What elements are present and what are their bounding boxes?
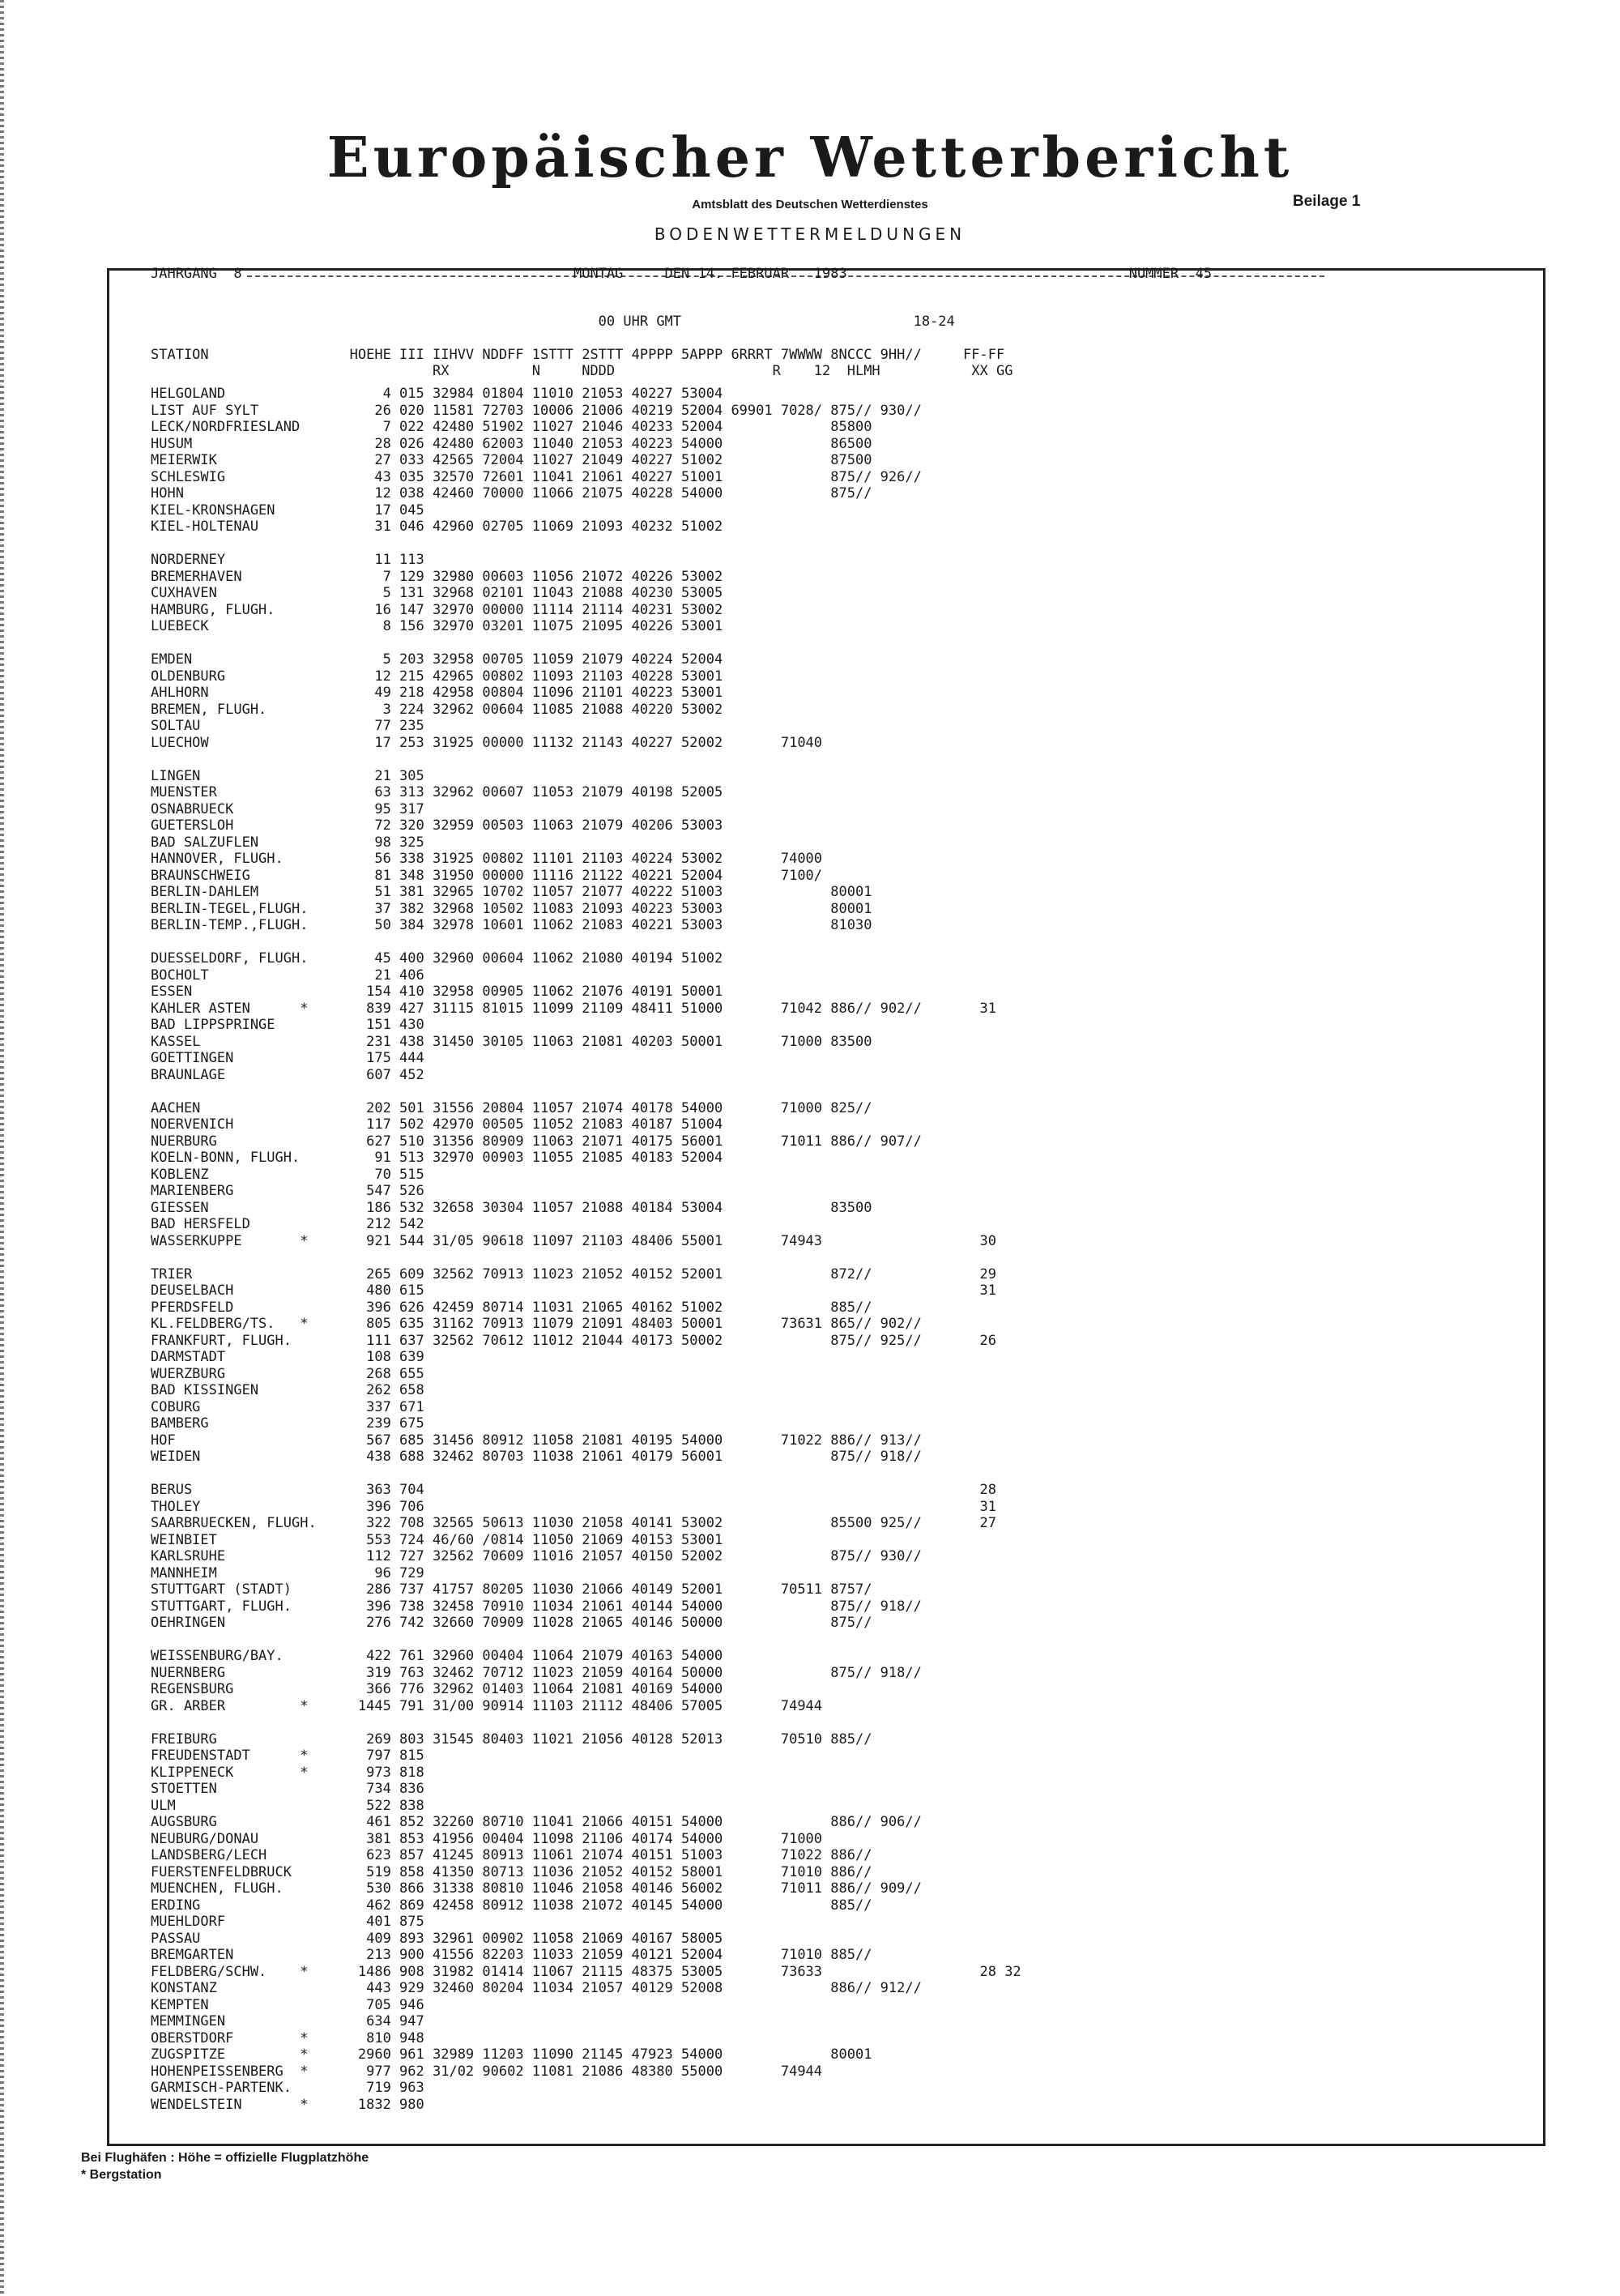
station-row: KOELN-BONN, FLUGH. 91 513 32970 00903 11055 21085 40183 52004: [151, 1150, 723, 1166]
station-row: WEISSENBURG/BAY. 422 761 32960 00404 11064 21079 40163 54000: [151, 1648, 723, 1664]
station-row: AHLHORN 49 218 42958 00804 11096 21101 40223 53001: [151, 685, 723, 701]
station-row: NORDERNEY 11 113: [151, 552, 424, 568]
station-row: HELGOLAND 4 015 32984 01804 11010 21053 40227 53004: [151, 386, 723, 402]
station-row: BERLIN-TEMP.,FLUGH. 50 384 32978 10601 11062 21083 40221 53003 81030: [151, 917, 872, 933]
station-row: KONSTANZ 443 929 32460 80204 11034 21057 40129 52008 886// 912//: [151, 1980, 922, 1996]
station-table: [151, 386, 1021, 2113]
column-header-row-1: STATION HOEHE III IIHVV NDDFF 1STTT 2STTT 4PPPP 5APPP 6RRRT 7WWWW 8NCCC 9HH// FF-FF: [151, 346, 1005, 363]
station-row: OEHRINGEN 276 742 32660 70909 11028 21065 40146 50000 875//: [151, 1615, 872, 1631]
station-row: KAHLER ASTEN * 839 427 31115 81015 11099 21109 48411 51000 71042 886// 902// 31: [151, 1000, 996, 1017]
station-row: DARMSTADT 108 639: [151, 1349, 424, 1365]
station-row: THOLEY 396 706 31: [151, 1498, 996, 1515]
station-row: MEIERWIK 27 033 42565 72004 11027 21049 40227 51002 87500: [151, 452, 872, 468]
station-row: ESSEN 154 410 32958 00905 11062 21076 40191 50001: [151, 984, 723, 1000]
station-row: WEINBIET 553 724 46/60 /0814 11050 21069 40153 53001: [151, 1531, 723, 1548]
footnote-mountain: * Bergstation: [81, 2168, 162, 2182]
column-header: [151, 314, 1013, 380]
section-heading: BODENWETTERMELDUNGEN: [654, 224, 966, 244]
station-row: MEMMINGEN 634 947: [151, 2013, 424, 2029]
station-row: SCHLESWIG 43 035 32570 72601 11041 21061 40227 51001 875// 926//: [151, 468, 922, 485]
station-row: MARIENBERG 547 526: [151, 1183, 424, 1199]
station-row: PASSAU 409 893 32961 00902 11058 21069 40167 58005: [151, 1930, 723, 1947]
station-row: LUEBECK 8 156 32970 03201 11075 21095 40226 53001: [151, 618, 723, 634]
station-row: GIESSEN 186 532 32658 30304 11057 21088 40184 53004 83500: [151, 1199, 872, 1216]
page-edge: [0, 0, 4, 2296]
station-row: STOETTEN 734 836: [151, 1781, 424, 1797]
station-row: FREUDENSTADT * 797 815: [151, 1748, 424, 1764]
spacer-row: [151, 1466, 1021, 1483]
station-row: HOHN 12 038 42460 70000 11066 21075 40228 54000 875//: [151, 485, 872, 501]
station-row: FELDBERG/SCHW. * 1486 908 31982 01414 11067 21115 48375 53005 73633 28 32: [151, 1963, 1021, 1980]
station-row: NUERBURG 627 510 31356 80909 11063 21071 40175 56001 71011 886// 907//: [151, 1133, 922, 1150]
station-row: HUSUM 28 026 42480 62003 11040 21053 40223 54000 86500: [151, 435, 872, 452]
station-row: FUERSTENFELDBRUCK 519 858 41350 80713 11036 21052 40152 58001 71010 886//: [151, 1863, 872, 1880]
station-row: BOCHOLT 21 406: [151, 967, 424, 984]
page-title: Europäischer Wetterbericht: [326, 126, 1294, 190]
station-row: TRIER 265 609 32562 70913 11023 21052 40152 52001 872// 29: [151, 1265, 996, 1282]
station-row: FRANKFURT, FLUGH. 111 637 32562 70612 11012 21044 40173 50002 875// 925// 26: [151, 1332, 996, 1349]
station-row: MUEHLDORF 401 875: [151, 1914, 424, 1930]
spacer-row: [151, 536, 1021, 553]
station-row: KOBLENZ 70 515: [151, 1166, 424, 1183]
station-row: OSNABRUECK 95 317: [151, 800, 424, 817]
station-row: KEMPTEN 705 946: [151, 1996, 424, 2013]
station-row: HOF 567 685 31456 80912 11058 21081 40195 54000 71022 886// 913//: [151, 1432, 922, 1449]
station-row: ULM 522 838: [151, 1797, 424, 1814]
station-row: PFERDSFELD 396 626 42459 80714 11031 21065 40162 51002 885//: [151, 1299, 872, 1316]
station-row: KIEL-KRONSHAGEN 17 045: [151, 501, 424, 519]
station-row: KLIPPENECK * 973 818: [151, 1764, 424, 1781]
station-row: MUENSTER 63 313 32962 00607 11053 21079 40198 52005: [151, 784, 723, 800]
station-row: SOLTAU 77 235: [151, 718, 424, 734]
station-row: ZUGSPITZE * 2960 961 32989 11203 11090 21145 47923 54000 80001: [151, 2046, 872, 2063]
time-header: 00 UHR GMT 18-24: [151, 314, 955, 330]
station-row: WUERZBURG 268 655: [151, 1365, 424, 1382]
station-row: EMDEN 5 203 32958 00705 11059 21079 40224 52004: [151, 651, 723, 668]
spacer-row: [151, 1714, 1021, 1731]
station-row: MANNHEIM 96 729: [151, 1564, 424, 1581]
spacer-row: [151, 635, 1021, 652]
station-row: GOETTINGEN 175 444: [151, 1050, 424, 1066]
spacer-row: [151, 934, 1021, 951]
station-row: KIEL-HOLTENAU 31 046 42960 02705 11069 21093 40232 51002: [151, 519, 723, 535]
station-row: CUXHAVEN 5 131 32968 02101 11043 21088 40230 53005: [151, 585, 723, 601]
station-row: BERLIN-TEGEL,FLUGH. 37 382 32968 10502 11083 21093 40223 53003 80001: [151, 900, 872, 917]
station-row: BREMGARTEN 213 900 41556 82203 11033 21059 40121 52004 71010 885//: [151, 1947, 872, 1963]
station-row: STUTTGART (STADT) 286 737 41757 80205 11030 21066 40149 52001 70511 8757/: [151, 1581, 872, 1598]
spacer-row: [151, 751, 1021, 768]
station-row: BRAUNSCHWEIG 81 348 31950 00000 11116 21122 40221 52004 7100/: [151, 867, 823, 884]
spacer-row: [151, 1083, 1021, 1100]
station-row: SAARBRUECKEN, FLUGH. 322 708 32565 50613 11030 21058 40141 53002 85500 925// 27: [151, 1515, 996, 1531]
station-row: BREMEN, FLUGH. 3 224 32962 00604 11085 21088 40220 53002: [151, 701, 723, 718]
station-row: WASSERKUPPE * 921 544 31/05 90618 11097 21103 48406 55001 74943 30: [151, 1232, 996, 1249]
station-row: BERUS 363 704 28: [151, 1482, 996, 1498]
station-row: ERDING 462 869 42458 80912 11038 21072 40145 54000 885//: [151, 1897, 872, 1914]
spacer-row: [151, 1249, 1021, 1266]
station-row: AACHEN 202 501 31556 20804 11057 21074 40178 54000 71000 825//: [151, 1099, 872, 1116]
station-row: OLDENBURG 12 215 42965 00802 11093 21103 40228 53001: [151, 668, 723, 685]
footnote-airport: Bei Flughäfen : Höhe = offizielle Flugplatzhöhe: [81, 2151, 369, 2165]
station-row: KL.FELDBERG/TS. * 805 635 31162 70913 11079 21091 48403 50001 73631 865// 902//: [151, 1316, 922, 1332]
station-row: BREMERHAVEN 7 129 32980 00603 11056 21072 40226 53002: [151, 568, 723, 585]
station-row: BERLIN-DAHLEM 51 381 32965 10702 11057 21077 40222 51003 80001: [151, 884, 872, 900]
station-row: LANDSBERG/LECH 623 857 41245 80913 11061 21074 40151 51003 71022 886//: [151, 1847, 872, 1863]
station-row: NUERNBERG 319 763 32462 70712 11023 21059 40164 50000 875// 918//: [151, 1664, 922, 1681]
station-row: LECK/NORDFRIESLAND 7 022 42480 51902 11027 21046 40233 52004 85800: [151, 419, 872, 435]
station-row: AUGSBURG 461 852 32260 80710 11041 21066 40151 54000 886// 906//: [151, 1814, 922, 1830]
station-row: BAD HERSFELD 212 542: [151, 1216, 424, 1232]
station-row: MUENCHEN, FLUGH. 530 866 31338 80810 11046 21058 40146 56002 71011 886// 909//: [151, 1880, 922, 1897]
station-row: KARLSRUHE 112 727 32562 70609 11016 21057 40150 52002 875// 930//: [151, 1548, 922, 1564]
supplement-label: Beilage 1: [1293, 193, 1361, 210]
station-row: OBERSTDORF * 810 948: [151, 2029, 424, 2046]
issue-line: JAHRGANG 8 MONTAG DEN 14. FEBRUAR 1983 NUMMER 45: [151, 266, 1213, 282]
station-row: GR. ARBER * 1445 791 31/00 90914 11103 21112 48406 57005 74944: [151, 1697, 823, 1714]
station-row: HANNOVER, FLUGH. 56 338 31925 00802 11101 21103 40224 53002 74000: [151, 851, 823, 867]
station-row: LINGEN 21 305: [151, 767, 424, 784]
station-row: WEIDEN 438 688 32462 80703 11038 21061 40179 56001 875// 918//: [151, 1449, 922, 1465]
station-row: BAD LIPPSPRINGE 151 430: [151, 1017, 424, 1033]
station-row: NOERVENICH 117 502 42970 00505 11052 21083 40187 51004: [151, 1116, 723, 1133]
station-row: DUESSELDORF, FLUGH. 45 400 32960 00604 11062 21080 40194 51002: [151, 950, 723, 967]
station-row: BRAUNLAGE 607 452: [151, 1066, 424, 1083]
station-row: FREIBURG 269 803 31545 80403 11021 21056 40128 52013 70510 885//: [151, 1731, 872, 1748]
station-row: DEUSELBACH 480 615 31: [151, 1282, 996, 1299]
spacer-row: [151, 1632, 1021, 1649]
station-row: WENDELSTEIN * 1832 980: [151, 2096, 424, 2113]
column-header-row-2: RX N NDDD R 12 HLMH XX GG: [151, 363, 1013, 379]
station-row: BAMBERG 239 675: [151, 1415, 424, 1432]
station-row: HAMBURG, FLUGH. 16 147 32970 00000 11114 21114 40231 53002: [151, 601, 723, 618]
station-row: NEUBURG/DONAU 381 853 41956 00404 11098 21106 40174 54000 71000: [151, 1830, 823, 1847]
station-row: GUETERSLOH 72 320 32959 00503 11063 21079 40206 53003: [151, 817, 723, 834]
station-row: LIST AUF SYLT 26 020 11581 72703 10006 21006 40219 52004 69901 7028/ 875// 930//: [151, 402, 922, 419]
station-row: HOHENPEISSENBERG * 977 962 31/02 90602 11081 21086 48380 55000 74944: [151, 2063, 823, 2080]
page-subtitle: Amtsblatt des Deutschen Wetterdienstes: [692, 198, 928, 211]
station-row: COBURG 337 671: [151, 1398, 424, 1415]
station-row: GARMISCH-PARTENK. 719 963: [151, 2080, 424, 2096]
station-row: REGENSBURG 366 776 32962 01403 11064 21081 40169 54000: [151, 1681, 723, 1697]
station-row: STUTTGART, FLUGH. 396 738 32458 70910 11034 21061 40144 54000 875// 918//: [151, 1598, 922, 1615]
station-row: BAD KISSINGEN 262 658: [151, 1382, 424, 1398]
station-row: KASSEL 231 438 31450 30105 11063 21081 40203 50001 71000 83500: [151, 1033, 872, 1050]
station-row: LUECHOW 17 253 31925 00000 11132 21143 40227 52002 71040: [151, 734, 823, 751]
station-row: BAD SALZUFLEN 98 325: [151, 834, 424, 851]
